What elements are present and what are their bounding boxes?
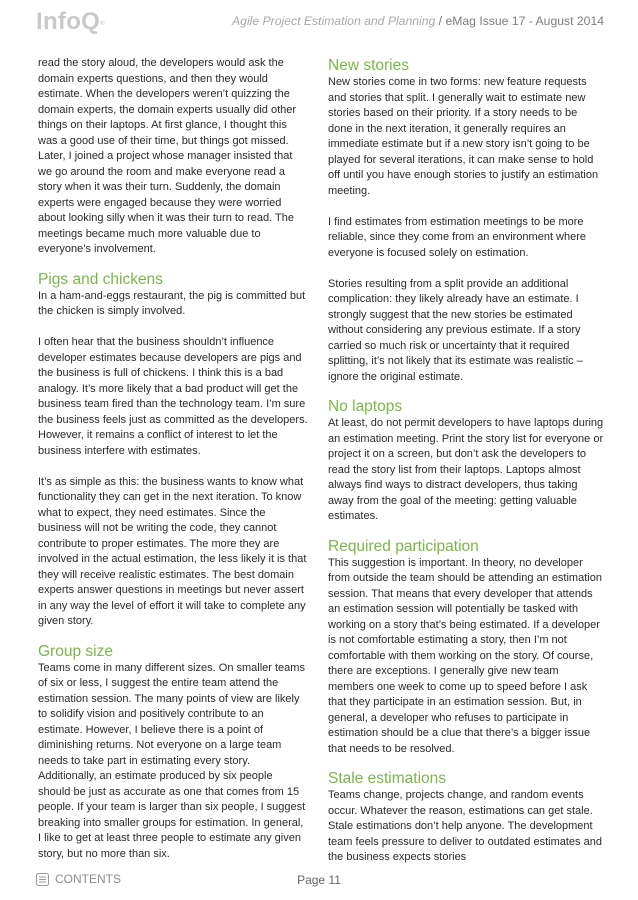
new-stories-paragraph-1: New stories come in two forms: new feature requests and stories that split. I generally wait to estimate new stories based on their priority. If a story needs to be done in the next iteration, it generally requires an immediate estimate but if a new story isn’t going to be played for several iterations, it can make sense to hold off until you have enough stories to justify an estimation meeting. [328, 76, 599, 197]
heading-stale-estimations: Stale estimations [328, 770, 447, 787]
intro-paragraph: read the story aloud, the developers would ask the domain experts questions, and then they would estimate. When the developers weren’t quizzing the domain experts, the domain experts usually did other things on their laptops. At first glance, I thought this was a good use of their time, but things got missed. Later, I joined a project whose manager insisted that we go around the room and make everyone read a story when it was their turn. Suddenly, the domain experts were engaged because they were worried about looking silly when it was their turn to read. The meetings became much more valuable due to everyone’s involvement. [38, 57, 297, 255]
issue-label: eMag Issue 17 - August 2014 [445, 14, 604, 28]
publication-title: Agile Project Estimation and Planning [232, 14, 436, 28]
logo-text: InfoQ [36, 8, 101, 35]
group-size-paragraph: Teams come in many different sizes. On smaller teams of six or less, I suggest the entire team attend the estimation session. The many points of view are likely to solidify vision and positively contribute to an estimate. However, I believe there is a point of diminishing returns. Not everyone on a large team needs to take part in estimating every story. Additionally, an estimate produced by six people should be just as accurate as one that comes from 15 people. If your team is larger than six people, I suggest breaking into smaller groups for estimation. In general, I like to get at least three people to estimate any given story, but no more than six. [38, 661, 306, 860]
header-separator: / [435, 14, 446, 28]
heading-group-size: Group size [38, 642, 113, 660]
left-column [38, 56, 308, 862]
no-laptops-paragraph: At least, do not permit developers to have laptops during an estimation meeting. Print the story list for everyone or project it on a screen, but don’t ask the developers to read the story list from their laptops. Laptops almost always find ways to distract developers, thus taking away from the goal of the meeting: getting valuable estimates. [328, 417, 604, 522]
heading-new-stories: New stories [328, 57, 409, 74]
infoq-logo[interactable] [36, 9, 105, 35]
stale-estimations-paragraph: Teams change, projects change, and random events occur. Whatever the reason, estimations can get stale. Stale estimations don’t help anyone. The development team feels pressure to deliver to outdated estimates and the business expects stories [328, 789, 602, 863]
header-publication-info [232, 14, 604, 28]
contents-label: CONTENTS [55, 872, 121, 886]
logo-registered-mark: ® [100, 21, 105, 27]
page-number: Page 11 [297, 873, 341, 887]
page-header [0, 0, 638, 44]
heading-required-participation: Required participation [328, 537, 479, 555]
page-footer [0, 868, 638, 896]
pigs-paragraph-3: It’s as simple as this: the business wants to know what functionality they can get in the next iteration. To know what to expect, they need estimates. Since the business will not be writing the code, they cannot contribute to proper estimates. The more they are involved in the actual estimation, the less likely it is that they will receive realistic estimates. The best domain experts answer questions in meetings but never assert in any way the level of effort it will take to complete any given story. [38, 475, 307, 627]
new-stories-paragraph-2: I find estimates from estimation meetings to be more reliable, since they come from an environment where everyone is focused solely on estimation. [328, 215, 587, 259]
heading-pigs-and-chickens: Pigs and chickens [38, 270, 163, 288]
heading-no-laptops: No laptops [328, 398, 403, 415]
right-column [328, 56, 604, 866]
required-participation-paragraph: This suggestion is important. In theory, no developer from outside the team should be attending an estimation session. That means that every developer that attends an estimation session will potentially be tasked with working on a story that’s being estimated. If a developer is not comfortable estimating a story, then I’m not comfortable with them working on the story. Of course, there are exceptions. I generally give new team members one week to come up to speed before I ask that they participate in an estimation session. But, in general, a developer who refuses to participate in estimation should be a clue that there’s a bigger issue that needs to be resolved. [328, 556, 602, 755]
pigs-paragraph-1: In a ham-and-eggs restaurant, the pig is committed but the chicken is simply involved. [38, 289, 306, 317]
new-stories-paragraph-3: Stories resulting from a split provide an additional complication: they likely already have an estimate. I strongly suggest that the new stories be estimated without considering any previous estimate. If a story carried so much risk or uncertainty that it required splitting, it’s not likely that its estimate was realistic – ignore the original estimate. [328, 277, 583, 383]
pigs-paragraph-2: I often hear that the business shouldn’t influence developer estimates because developers are pigs and the business is full of chickens. I think this is a bad analogy. It’s more likely that a bad product will get the business team fired than the technology team. I’m sure the business feels just as committed as the developers. However, it remains a conflict of interest to let the business interfere with estimates. [38, 336, 308, 457]
